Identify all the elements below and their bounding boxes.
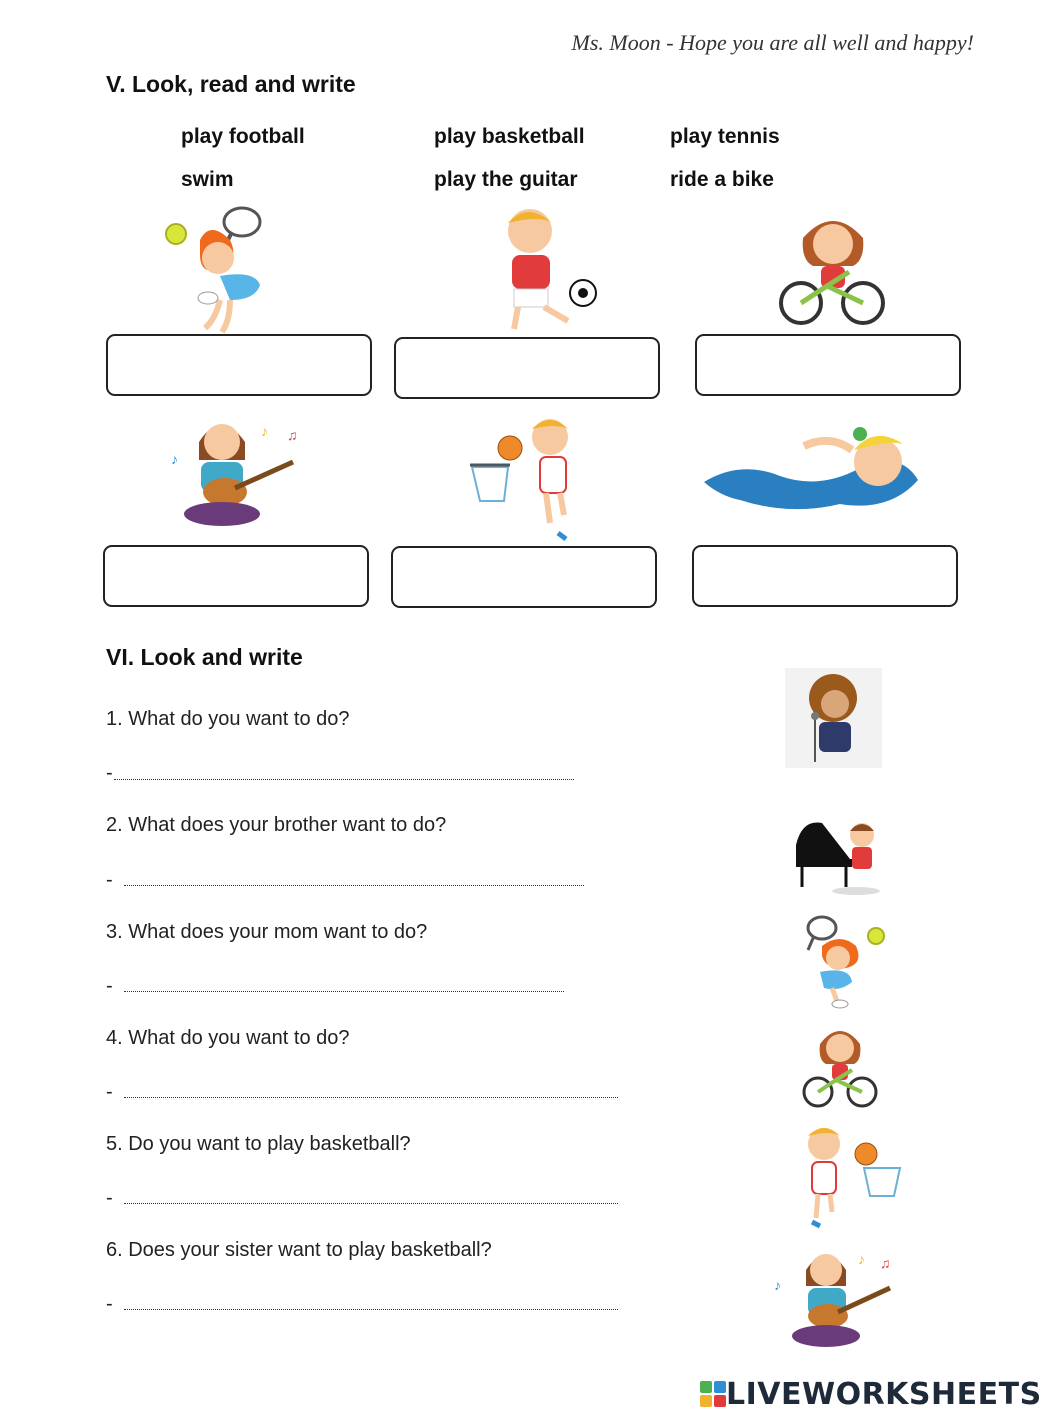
answer-input-5[interactable] (401, 556, 647, 598)
answer-dash-4: - (106, 1081, 113, 1103)
swimming-girl-icon (700, 420, 922, 518)
piano-boy-icon (792, 815, 882, 895)
svg-text:♪: ♪ (261, 423, 268, 439)
guitar-girl-icon (165, 412, 305, 534)
answer-dash-2: - (106, 869, 113, 891)
word-play-the-guitar: play the guitar (434, 168, 578, 191)
answer-dash-5: - (106, 1187, 113, 1209)
svg-text:♪: ♪ (858, 1251, 865, 1267)
word-play-basketball: play basketball (434, 125, 585, 148)
answer-box-6[interactable] (692, 545, 958, 607)
answer-line-3[interactable] (124, 991, 564, 992)
question-1: 1. What do you want to do? (106, 708, 350, 730)
singer-icon (785, 668, 882, 768)
question-3: 3. What does your mom want to do? (106, 921, 428, 943)
answer-input-3[interactable] (705, 344, 951, 386)
tennis-girl-icon (160, 200, 300, 335)
question-4: 4. What do you want to do? (106, 1027, 350, 1049)
word-ride-a-bike: ride a bike (670, 168, 774, 191)
answer-dash-1: - (106, 762, 113, 784)
liveworksheets-logo (700, 1374, 1042, 1414)
svg-text:♪: ♪ (171, 451, 178, 467)
bike-girl-icon (775, 208, 890, 326)
answer-box-1[interactable] (106, 334, 372, 396)
answer-input-4[interactable] (113, 555, 359, 597)
svg-text:♪: ♪ (774, 1277, 781, 1293)
word-swim: swim (181, 168, 234, 191)
question-2: 2. What does your brother want to do? (106, 814, 447, 836)
tennis-girl-icon (780, 912, 888, 1010)
answer-dash-3: - (106, 975, 113, 997)
answer-input-6[interactable] (702, 555, 948, 597)
answer-line-6[interactable] (124, 1309, 618, 1310)
answer-input-2[interactable] (404, 347, 650, 389)
svg-text:♫: ♫ (287, 427, 298, 443)
logo-text: LIVEWORKSHEETS (726, 1376, 1042, 1412)
answer-line-1[interactable] (114, 779, 574, 780)
question-6: 6. Does your sister want to play basketball? (106, 1239, 492, 1261)
question-5: 5. Do you want to play basketball? (106, 1133, 411, 1155)
answer-dash-6: - (106, 1293, 113, 1315)
svg-text:♫: ♫ (880, 1255, 891, 1271)
section-5-title: V. Look, read and write (106, 71, 356, 97)
answer-line-4[interactable] (124, 1097, 618, 1098)
answer-input-1[interactable] (116, 344, 362, 386)
header-note: Ms. Moon - Hope you are all well and happy! (571, 30, 974, 55)
answer-line-5[interactable] (124, 1203, 618, 1204)
answer-box-2[interactable] (394, 337, 660, 399)
guitar-girl-icon (772, 1242, 896, 1354)
bike-girl-icon (800, 1020, 880, 1110)
basketball-boy-icon (468, 415, 593, 543)
word-play-tennis: play tennis (670, 125, 780, 148)
answer-line-2[interactable] (124, 885, 584, 886)
section-6-title: VI. Look and write (106, 644, 303, 670)
football-boy-icon (488, 205, 603, 335)
answer-box-4[interactable] (103, 545, 369, 607)
answer-box-5[interactable] (391, 546, 657, 608)
answer-box-3[interactable] (695, 334, 961, 396)
word-play-football: play football (181, 125, 305, 148)
logo-mark-icon (700, 1381, 726, 1407)
basketball-boy-icon (790, 1122, 904, 1230)
